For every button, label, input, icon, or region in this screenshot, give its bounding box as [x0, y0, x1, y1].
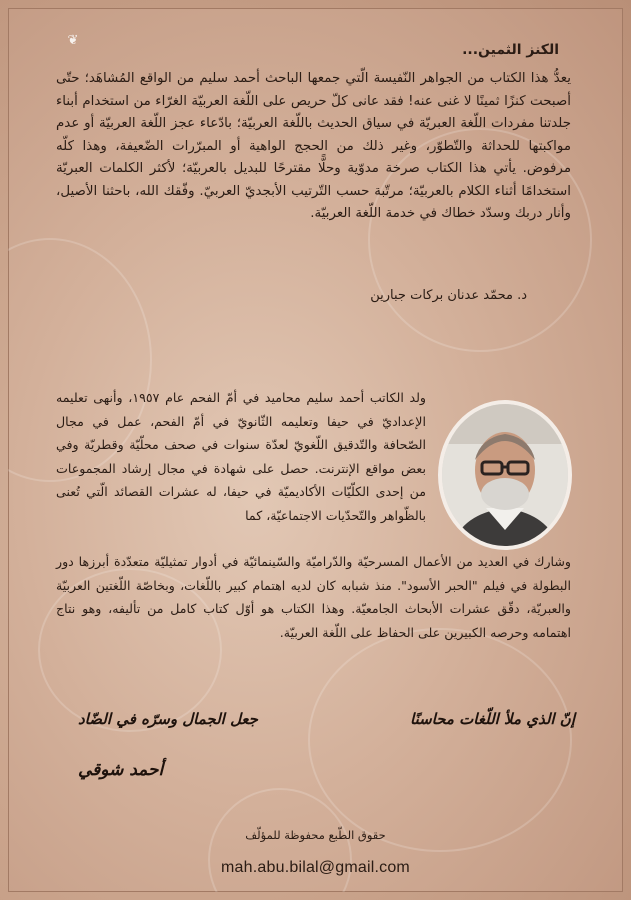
poem-verse-second: جعل الجمال وسرّه في الضّاد: [78, 710, 258, 728]
intro-title: الكنز الثمين...: [462, 42, 559, 58]
ornament-icon: ❦: [67, 33, 79, 48]
author-photo: [438, 400, 572, 550]
intro-author: د. محمّد عدنان بركات جبارين: [370, 288, 527, 303]
author-bio-top: ولد الكاتب أحمد سليم محاميد في أمّ الفحم عام ١٩٥٧، وأنهى تعليمه الإعداديّ في حيفا وتعليمه الثّانويّ في أمّ الفحم، عمل في مجال الصّحافة والتّدقيق اللّغويّ لعدّة سنوات في صحف محلّيّة وقطريّة وفي بعض مواقع الإنترنت. حصل على شهادة في مجال إرشاد المجموعات من إحدى الكلّيّات الأكاديميّة في حيفا، له عشرات القصائد الّتي تُعنى بالظّواهر والتّحدّيات الاجتماعيّة، كما: [56, 390, 426, 523]
author-portrait-icon: [442, 404, 568, 546]
copyright-notice: حقوق الطّبع محفوظة للمؤلّف: [245, 828, 386, 842]
author-bio-bottom: وشارك في العديد من الأعمال المسرحيّة والدّراميّة والسّينمائيّة في أدوار تمثيليّة متعدّدة أبرزها دور البطولة في فيلم "الحبر الأسود". منذ شبابه كان لديه اهتمام كبير باللّغات، وبخاصّة اللّغتين العربيّة والعبريّة، دقّق عشرات الأبحاث الجامعيّة. وهذا الكتاب هو أوّل كتاب كامل من تأليفه، وهو نتاج اهتمامه وحرصه الكبيرين على الحفاظ على اللّغة العربيّة.: [56, 554, 571, 640]
back-cover: [8, 8, 623, 892]
decorative-swirl: [308, 628, 572, 852]
intro-paragraph: يعدُّ هذا الكتاب من الجواهر النّفيسة الّتي جمعها الباحث أحمد سليم من الواقع المُشاهَد؛ حتّى أصبحت كنزًا ثمينًا لا غنى عنه! فقد عانى كلّ حريص على اللّغة العربيّة الغرّاء من استخدام أبناء جلدتنا مفردات اللّغة العبريّة في سياق الحديث باللّغة العربيّة؛ بادّعاء عجز اللّغة العربيّة أو عدم مواكبتها للحداثة والتّطوّر، وغير ذلك من الحجج الواهية أو المبرّرات الضّعيفة، وهذا كلّه مرفوض. يأتي هذا الكتاب صرخة مدوّية وحلًّا مقترحًا للبديل بالعربيّة؛ لأكثر الكلمات العبريّة استخدامًا أثناء الكلام بالعربيّة؛ مرتّبة حسب التّرتيب الأبجديّ العربيّ. وفّقك الله، باحثنا الأصيل، وأنار دربك وسدّد خطاك في خدمة اللّغة العربيّة.: [56, 71, 571, 221]
poem-verse-first: إنّ الذي ملأ اللّغات محاسنًا: [410, 710, 575, 728]
poet-name: أحمد شوقي: [78, 760, 164, 780]
contact-email[interactable]: mah.abu.bilal@gmail.com: [221, 859, 410, 876]
